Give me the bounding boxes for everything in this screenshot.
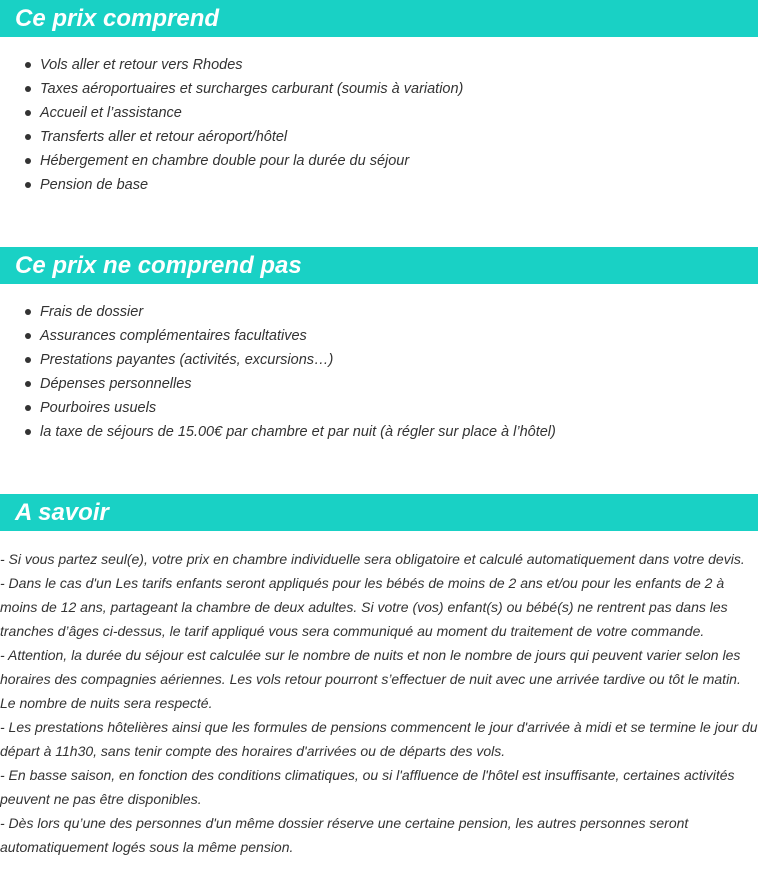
savoir-paragraph: - Les prestations hôtelières ainsi que les formules de pensions commencent le jour d'arrivée à midi et se termine le jour du départ à 11h30, sans tenir compte des horaires d'arrivées ou de départs des vols. xyxy=(0,719,758,759)
savoir-paragraph: - En basse saison, en fonction des conditions climatiques, ou si l'affluence de l'hôtel est insuffisante, certaines activités peuvent ne pas être disponibles. xyxy=(0,767,735,807)
list-item: Assurances complémentaires facultatives xyxy=(0,324,556,348)
list-item: Hébergement en chambre double pour la durée du séjour xyxy=(0,149,463,173)
list-item: Vols aller et retour vers Rhodes xyxy=(0,53,463,77)
included-list xyxy=(0,53,463,197)
section-title-savoir: A savoir xyxy=(0,494,758,531)
list-item: Frais de dossier xyxy=(0,300,556,324)
list-item: Pension de base xyxy=(0,173,463,197)
excluded-list xyxy=(0,300,556,444)
savoir-paragraph: - Dès lors qu’une des personnes d'un même dossier réserve une certaine pension, les autres personnes seront automatiquement logés sous la même pension. xyxy=(0,815,689,855)
list-item: Pourboires usuels xyxy=(0,396,556,420)
section-title-excluded: Ce prix ne comprend pas xyxy=(0,247,758,284)
list-item: la taxe de séjours de 15.00€ par chambre et par nuit (à régler sur place à l’hôtel) xyxy=(0,420,556,444)
savoir-paragraph: - Dans le cas d'un Les tarifs enfants seront appliqués pour les bébés de moins de 2 ans et/ou pour les enfants de 2 à moins de 12 ans, partageant la chambre de deux adultes. Si votre (vos) enfant(s) ou bébé(s) ne rentrent pas dans les tranches d’âges ci-dessus, le tarif appliqué vous sera communiqué au moment du traitement de votre commande. xyxy=(0,575,728,639)
savoir-paragraph: - Attention, la durée du séjour est calculée sur le nombre de nuits et non le nombre de jours qui peuvent varier selon les horaires des compagnies aériennes. Les vols retour pourront s’effectuer de nuit avec une arrivée tardive ou tôt le matin. Le nombre de nuits sera respecté. xyxy=(0,647,741,711)
list-item: Taxes aéroportuaires et surcharges carburant (soumis à variation) xyxy=(0,77,463,101)
savoir-text xyxy=(0,547,758,859)
list-item: Dépenses personnelles xyxy=(0,372,556,396)
list-item: Accueil et l’assistance xyxy=(0,101,463,125)
savoir-paragraph: - Si vous partez seul(e), votre prix en chambre individuelle sera obligatoire et calculé automatiquement dans votre devis. xyxy=(0,551,745,567)
section-title-included: Ce prix comprend xyxy=(0,0,758,37)
list-item: Transferts aller et retour aéroport/hôtel xyxy=(0,125,463,149)
list-item: Prestations payantes (activités, excursions…) xyxy=(0,348,556,372)
